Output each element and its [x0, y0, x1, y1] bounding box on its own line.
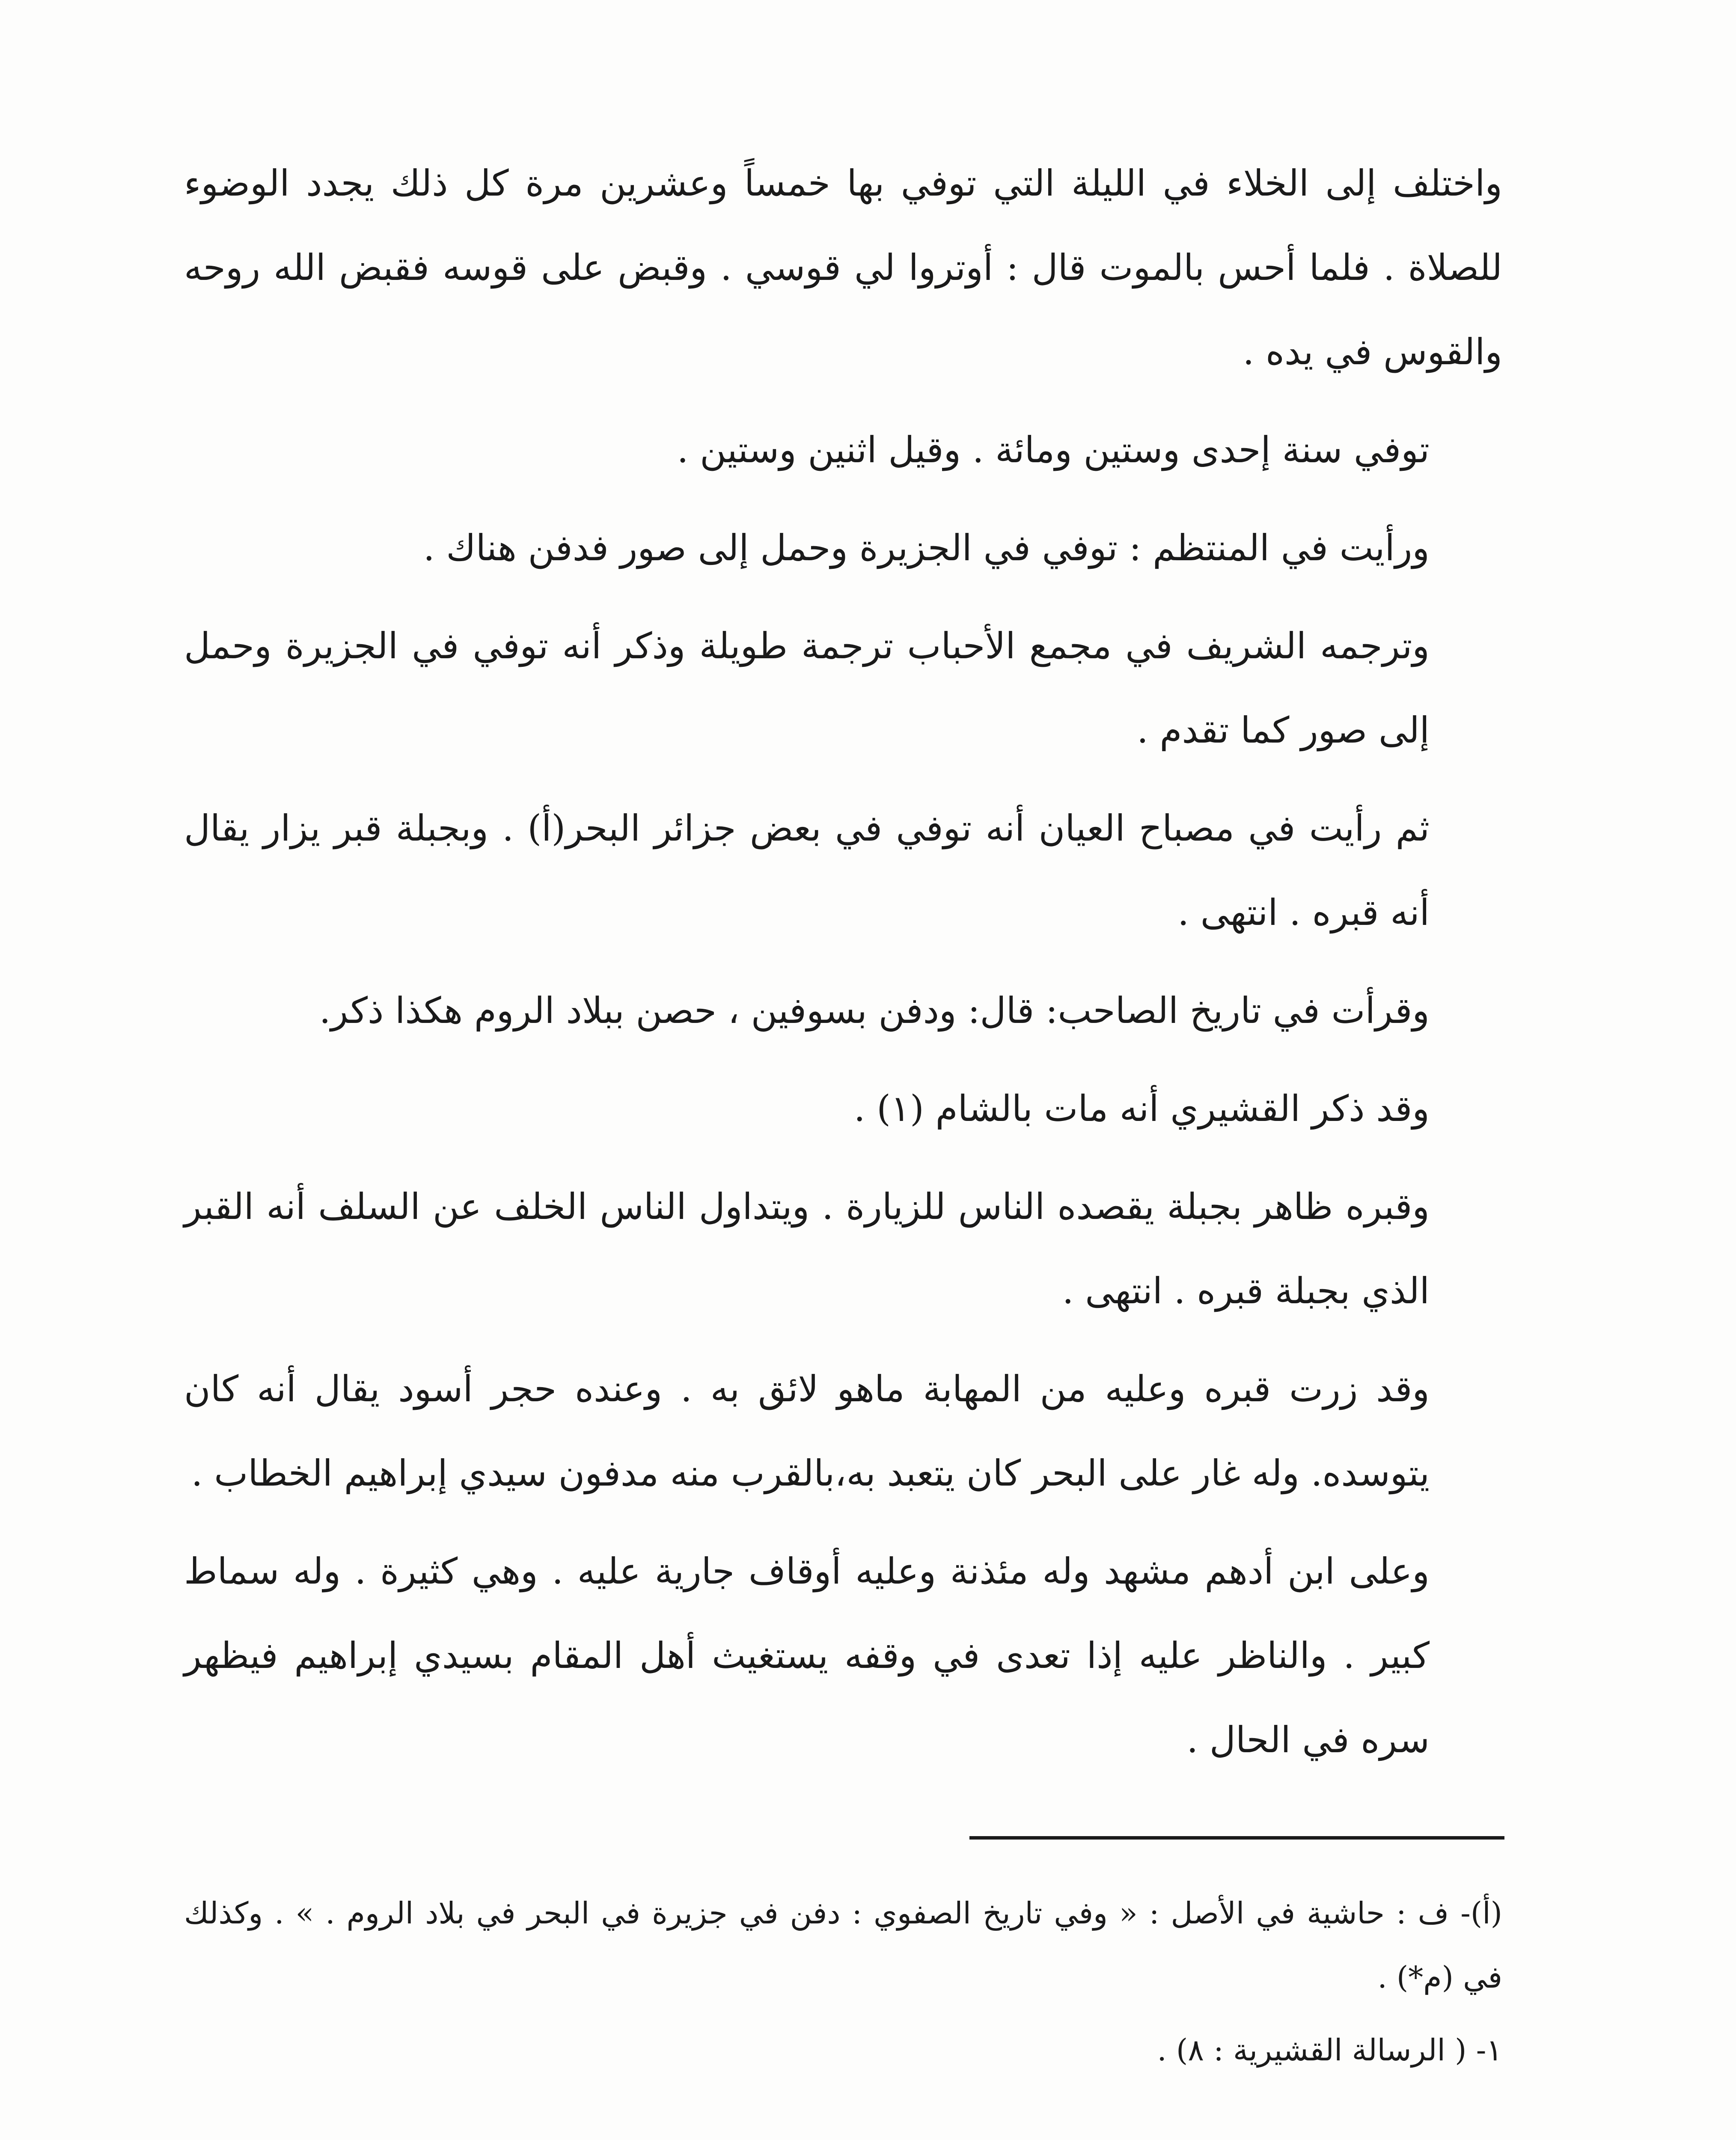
- paragraph-6: وقرأت في تاريخ الصاحب: قال: ودفن بسوفين ، حصن ببلاد الروم هكذا ذكر.: [319, 990, 1430, 1031]
- paragraph-4: وترجمه الشريف في مجمع الأحباب ترجمة طويلة وذكر أنه توفي في الجزيرة وحمل إلى صور كما تقدم .: [184, 625, 1430, 751]
- paragraph-10: وعلى ابن أدهم مشهد وله مئذنة وعليه أوقاف جارية عليه . وهي كثيرة . وله سماط كبير . والناظر عليه إذا تعدى في وقفه يستغيث أهل المقام بسيدي إبراهيم فيظهر سره في الحال .: [184, 1550, 1430, 1761]
- footnote-1: ١- ( الرسالة القشيرية : ٨) .: [1157, 2033, 1502, 2068]
- paragraph-8: وقبره ظاهر بجبلة يقصده الناس للزيارة . ويتداول الناس الخلف عن السلف أنه القبر الذي بجبلة قبره . انتهى .: [184, 1186, 1430, 1312]
- footnote-a: (أ)- ف : حاشية في الأصل : « وفي تاريخ الصفوي : دفن في جزيرة في البحر في بلاد الروم . » . وكذلك في (م*) .: [184, 1896, 1502, 1995]
- paragraph-3: ورأيت في المنتظم : توفي في الجزيرة وحمل إلى صور فدفن هناك .: [423, 527, 1430, 569]
- paragraph-7: وقد ذكر القشيري أنه مات بالشام (١) .: [853, 1088, 1430, 1129]
- paragraph-5: ثم رأيت في مصباح العيان أنه توفي في بعض جزائر البحر(أ) . وبجبلة قبر يزار يقال أنه قبره . انتهى .: [184, 807, 1430, 933]
- paragraph-9: وقد زرت قبره وعليه من المهابة ماهو لائق به . وعنده حجر أسود يقال أنه كان يتوسده. وله غار على البحر كان يتعبد به،بالقرب منه مدفون سيدي إبراهيم الخطاب .: [184, 1368, 1430, 1494]
- paragraph-2: توفي سنة إحدى وستين ومائة . وقيل اثنين وستين .: [677, 429, 1430, 471]
- main-text: [184, 141, 1502, 1796]
- paragraph-1: واختلف إلى الخلاء في الليلة التي توفي بها خمساً وعشرين مرة كل ذلك يجدد الوضوء للصلاة . فلما أحس بالموت قال : أوتروا لي قوسي . وقبض على قوسه فقبض الله روحه والقوس في يده .: [184, 162, 1502, 373]
- footnotes: [184, 1881, 1502, 2091]
- footnote-separator: [969, 1836, 1504, 1840]
